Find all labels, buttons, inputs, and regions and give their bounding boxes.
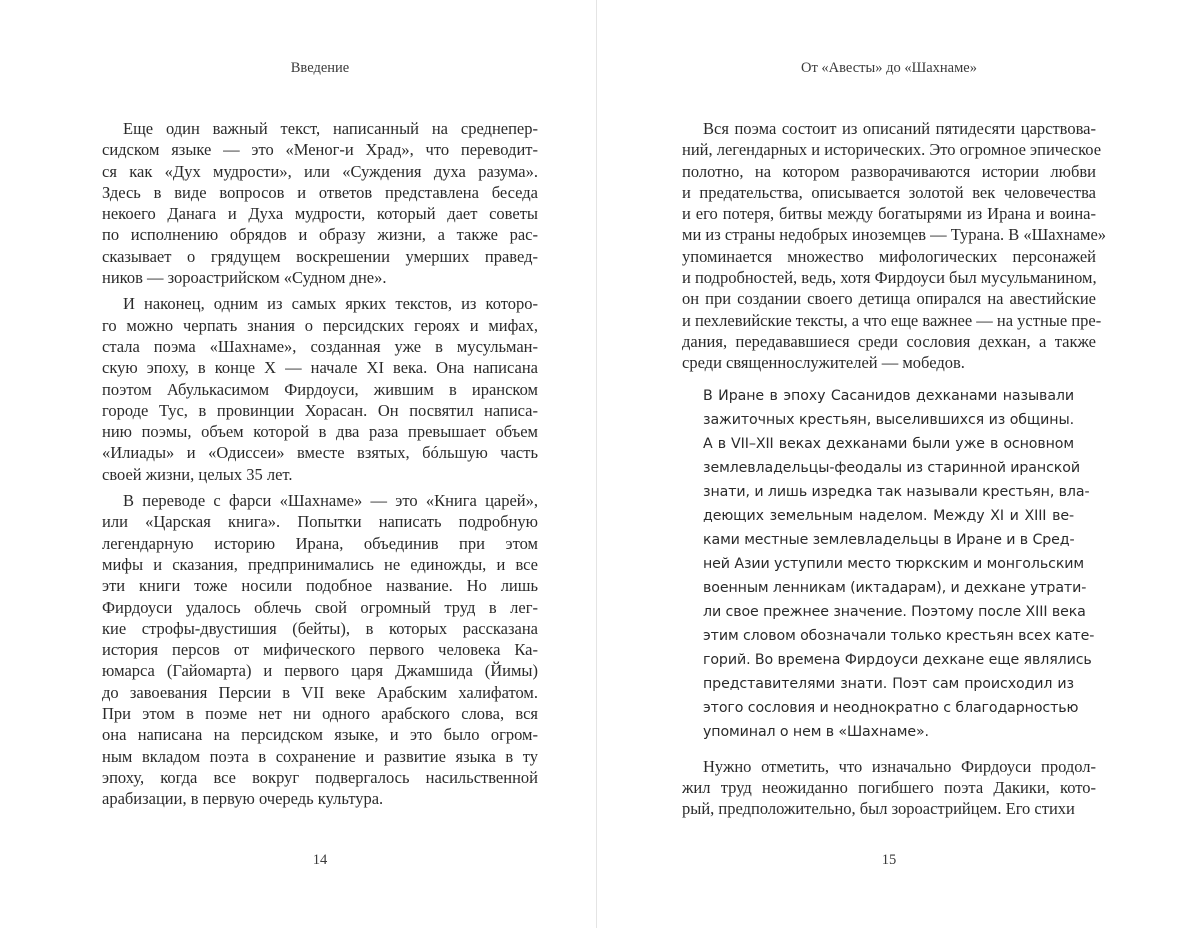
text-line: этим словом обозначали только крестьян всех кате-	[703, 627, 1095, 644]
text-line: поэтом Абулькасимом Фирдоуси, жившим в иранском	[102, 379, 538, 399]
text-line: упоминал о нем в «Шахнаме».	[703, 723, 929, 740]
text-line: история персов от мифического первого человека Ка-	[102, 640, 538, 660]
text-line: го можно черпать знания о персидских героях и мифах,	[102, 315, 538, 335]
text-line: Нужно отметить, что изначально Фирдоуси продол-	[703, 756, 1096, 776]
sidebar-note	[703, 384, 1095, 744]
text-line: или «Царская книга». Попытки написать подробную	[102, 512, 538, 532]
text-line: и его потеря, битвы между богатырями из Ирана и воина-	[682, 204, 1096, 224]
text-line: ний, легендарных и исторических. Это огромное эпическое	[682, 140, 1102, 160]
page-number: 15	[881, 852, 897, 868]
text-line: нию поэмы, объем которой в два раза превышает объем	[102, 422, 538, 442]
text-line: Вся поэма состоит из описаний пятидесяти царствова-	[703, 119, 1096, 138]
right-page	[597, 0, 1193, 928]
text-line: этого сословия и неоднократно с благодарностью	[703, 699, 1079, 716]
text-line: зажиточных крестьян, выселившихся из общины.	[703, 411, 1074, 428]
paragraph	[102, 293, 538, 485]
text-line: Еще один важный текст, написанный на среднепер-	[123, 119, 538, 138]
text-line: сказывает о грядущем воскрешении умерших правед-	[102, 246, 538, 266]
paragraph	[102, 118, 538, 288]
text-line: Фирдоуси удалось облечь свой огромный труд в лег-	[102, 597, 538, 617]
text-line: легендарную историю Ирана, объединив при этом	[102, 533, 538, 553]
text-line: мифы и сказания, предпринимались не единожды, и все	[102, 554, 538, 574]
page-number: 14	[312, 852, 328, 868]
text-line: и предательства, описывается золотой век человечества	[682, 182, 1096, 202]
text-line: по исполнению обрядов и образу жизни, а также рас-	[102, 225, 538, 245]
text-line: деющих земельным наделом. Между XI и XIII ве-	[703, 507, 1074, 524]
text-line: ся как «Дух мудрости», или «Суждения духа разума».	[102, 161, 538, 181]
text-line: сидском языке — это «Меног-и Храд», что переводит-	[102, 140, 538, 160]
text-line: упоминается множество мифологических персонажей	[682, 246, 1096, 266]
text-line: эти книги тоже носили подобное название. Но лишь	[102, 576, 538, 596]
text-line: и пехлевийские тексты, а что еще важнее — на устные пре-	[682, 310, 1102, 330]
text-line: эпоху, когда все вокруг подвергалось насильственной	[102, 767, 538, 787]
text-line: юмарса (Гайомарта) и первого царя Джамшида (Йимы)	[102, 661, 538, 681]
text-line: он при создании своего детища опирался на авестийские	[682, 289, 1096, 309]
paragraph	[102, 490, 538, 809]
text-line: военным ленникам (иктадарам), и дехкане утрати-	[703, 579, 1087, 596]
text-line: При этом в поэме нет ни одного арабского слова, вся	[102, 704, 538, 724]
text-line: Здесь в виде вопросов и ответов представлена беседа	[102, 182, 538, 202]
text-line: знати, и лишь изредка так называли крестьян, вла-	[703, 483, 1090, 500]
text-line: своей жизни, целых 35 лет.	[102, 464, 293, 484]
text-line: В переводе с фарси «Шахнаме» — это «Книга царей»,	[123, 491, 538, 511]
text-line: «Илиады» и «Одиссеи» вместе взятых, бóльшую часть	[102, 443, 538, 463]
text-column	[682, 118, 1107, 824]
text-column	[102, 118, 538, 815]
running-head: Введение	[290, 60, 350, 76]
text-line: арабизации, в первую очередь культура.	[102, 789, 384, 809]
text-line: она написана на персидском языке, и это было огром-	[102, 725, 538, 745]
text-line: рый, предположительно, был зороастрийцем. Его стихи	[682, 799, 1075, 819]
text-line: ней Азии уступили место тюркским и монгольским	[703, 555, 1085, 572]
text-line: скую эпоху, в конце X — начале XI века. Она написана	[102, 358, 538, 378]
text-line: землевладельцы-феодалы из старинной иранской	[703, 459, 1080, 476]
text-line: дания, передававшиеся среди сословия дехкан, а также	[682, 331, 1096, 351]
left-page	[0, 0, 596, 928]
paragraph	[682, 756, 1096, 820]
text-line: ли свое прежнее значение. Поэтому после XIII века	[703, 603, 1086, 620]
text-line: городе Тус, в провинции Хорасан. Он посвятил написа-	[102, 400, 538, 420]
text-line: представителями знати. Поэт сам происходил из	[703, 675, 1074, 692]
text-line: некоего Данага и Духа мудрости, который дает советы	[102, 204, 538, 224]
text-line: кие строфы-двустишия (бейты), в которых рассказана	[102, 618, 538, 638]
running-head: От «Авесты» до «Шахнаме»	[801, 60, 977, 76]
text-line: ми из страны недобрых иноземцев — Турана. В «Шахнаме»	[682, 225, 1107, 245]
text-line: ным вкладом поэта в сохранение и развитие языка в ту	[102, 746, 538, 766]
text-line: среди священнослужителей — мобедов.	[682, 353, 965, 373]
text-line: А в VII–XII веках дехканами были уже в основном	[703, 435, 1074, 452]
text-line: ками местные землевладельцы в Иране и в Сред-	[703, 531, 1075, 548]
text-line: полотно, на котором разворачиваются истории любви	[682, 161, 1096, 181]
text-line: стала поэма «Шахнаме», созданная уже в мусульман-	[102, 336, 538, 356]
text-line: жил труд неожиданно погибшего поэта Дакики, кото-	[682, 777, 1096, 797]
text-line: до завоевания Персии в VII веке Арабским халифатом.	[102, 682, 538, 702]
text-line: В Иране в эпоху Сасанидов дехканами называли	[703, 387, 1074, 404]
paragraph	[682, 118, 1107, 374]
text-line: и подробностей, ведь, хотя Фирдоуси был мусульманином,	[682, 268, 1097, 288]
text-line: И наконец, одним из самых ярких текстов, из которо-	[123, 294, 538, 314]
text-line: горий. Во времена Фирдоуси дехкане еще являлись	[703, 651, 1092, 668]
text-line: ников — зороастрийском «Судном дне».	[102, 268, 387, 288]
